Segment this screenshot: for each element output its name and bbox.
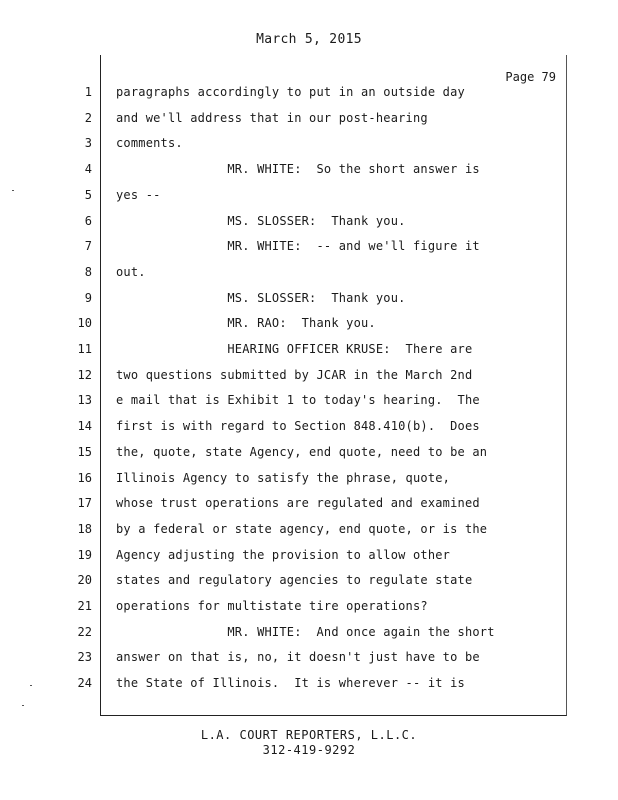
transcript-line: [0, 419, 618, 445]
page-number: Page 79: [505, 70, 556, 84]
transcript-line: [0, 239, 618, 265]
line-number: 9: [84, 290, 92, 305]
line-text: MS. SLOSSER: Thank you.: [116, 213, 406, 228]
transcript-line: [0, 316, 618, 342]
line-text: first is with regard to Section 848.410(b). Does: [116, 419, 480, 434]
line-text: operations for multistate tire operations?: [116, 599, 428, 613]
line-number: 7: [84, 239, 92, 254]
line-text: MR. WHITE: So the short answer is: [116, 162, 480, 177]
line-number: 24: [77, 676, 92, 691]
line-text: answer on that is, no, it doesn't just have to be: [116, 650, 480, 665]
scan-speck: [30, 685, 32, 686]
line-number: 19: [77, 547, 92, 562]
transcript-line: [0, 136, 618, 162]
transcript-line: [0, 599, 618, 625]
line-text: Illinois Agency to satisfy the phrase, quote,: [116, 470, 451, 485]
line-text: two questions submitted by JCAR in the March 2nd: [116, 367, 473, 382]
transcript-line: [0, 650, 618, 676]
line-text: MS. SLOSSER: Thank you.: [116, 290, 406, 305]
transcript-line: [0, 111, 618, 137]
transcript-line: [0, 188, 618, 214]
transcript-line: [0, 342, 618, 368]
transcript-line: [0, 214, 618, 240]
line-number: 22: [77, 624, 92, 639]
line-number: 6: [84, 213, 92, 228]
line-number: 16: [77, 470, 92, 485]
transcript-line: [0, 522, 618, 548]
line-text: whose trust operations are regulated and examined: [116, 496, 480, 511]
line-text: comments.: [116, 136, 183, 151]
line-number: 15: [77, 444, 92, 459]
line-number: 20: [77, 573, 92, 588]
line-number: 11: [77, 342, 92, 356]
line-text: yes --: [116, 187, 161, 202]
line-number: 10: [77, 316, 92, 331]
line-number: 14: [77, 419, 92, 434]
line-number: 8: [84, 264, 92, 279]
line-text: MR. WHITE: And once again the short: [116, 624, 495, 639]
line-text: the, quote, state Agency, end quote, need to be an: [116, 444, 488, 459]
scan-speck: [12, 190, 14, 191]
line-text: out.: [116, 264, 146, 279]
transcript-line: [0, 162, 618, 188]
line-text: the State of Illinois. It is wherever -- it is: [116, 676, 465, 691]
line-text: states and regulatory agencies to regulate state: [116, 573, 473, 588]
reporter-company: L.A. COURT REPORTERS, L.L.C.: [200, 728, 418, 742]
scan-speck: [22, 705, 24, 706]
transcript-line: [0, 393, 618, 419]
line-number: 17: [77, 496, 92, 511]
reporter-phone: 312-419-9292: [262, 743, 356, 757]
transcript-line: [0, 85, 618, 111]
transcript-line: [0, 676, 618, 702]
line-number: 12: [77, 367, 92, 382]
line-text: MR. RAO: Thank you.: [116, 316, 376, 331]
line-number: 2: [84, 110, 92, 125]
line-number: 3: [84, 136, 92, 151]
line-number: 4: [84, 162, 92, 177]
line-text: and we'll address that in our post-hearing: [116, 110, 428, 125]
line-number: 13: [77, 393, 92, 408]
line-number: 1: [84, 85, 92, 99]
transcript-line: [0, 496, 618, 522]
transcript-date: March 5, 2015: [256, 32, 362, 47]
line-text: by a federal or state agency, end quote, or is the: [116, 521, 488, 536]
transcript-line: [0, 625, 618, 651]
transcript-line: [0, 548, 618, 574]
line-number: 18: [77, 521, 92, 536]
line-number: 23: [77, 650, 92, 665]
line-text: MR. WHITE: -- and we'll figure it: [116, 239, 480, 254]
line-text: paragraphs accordingly to put in an outside day: [116, 85, 465, 99]
transcript-line: [0, 368, 618, 394]
transcript-line: [0, 471, 618, 497]
transcript-line: [0, 265, 618, 291]
transcript-line: [0, 573, 618, 599]
line-text: HEARING OFFICER KRUSE: There are: [116, 342, 473, 356]
line-text: e mail that is Exhibit 1 to today's hearing. The: [116, 393, 480, 408]
line-number: 21: [77, 599, 92, 613]
line-number: 5: [84, 187, 92, 202]
transcript-line: [0, 291, 618, 317]
transcript-line: [0, 445, 618, 471]
line-text: Agency adjusting the provision to allow other: [116, 547, 451, 562]
